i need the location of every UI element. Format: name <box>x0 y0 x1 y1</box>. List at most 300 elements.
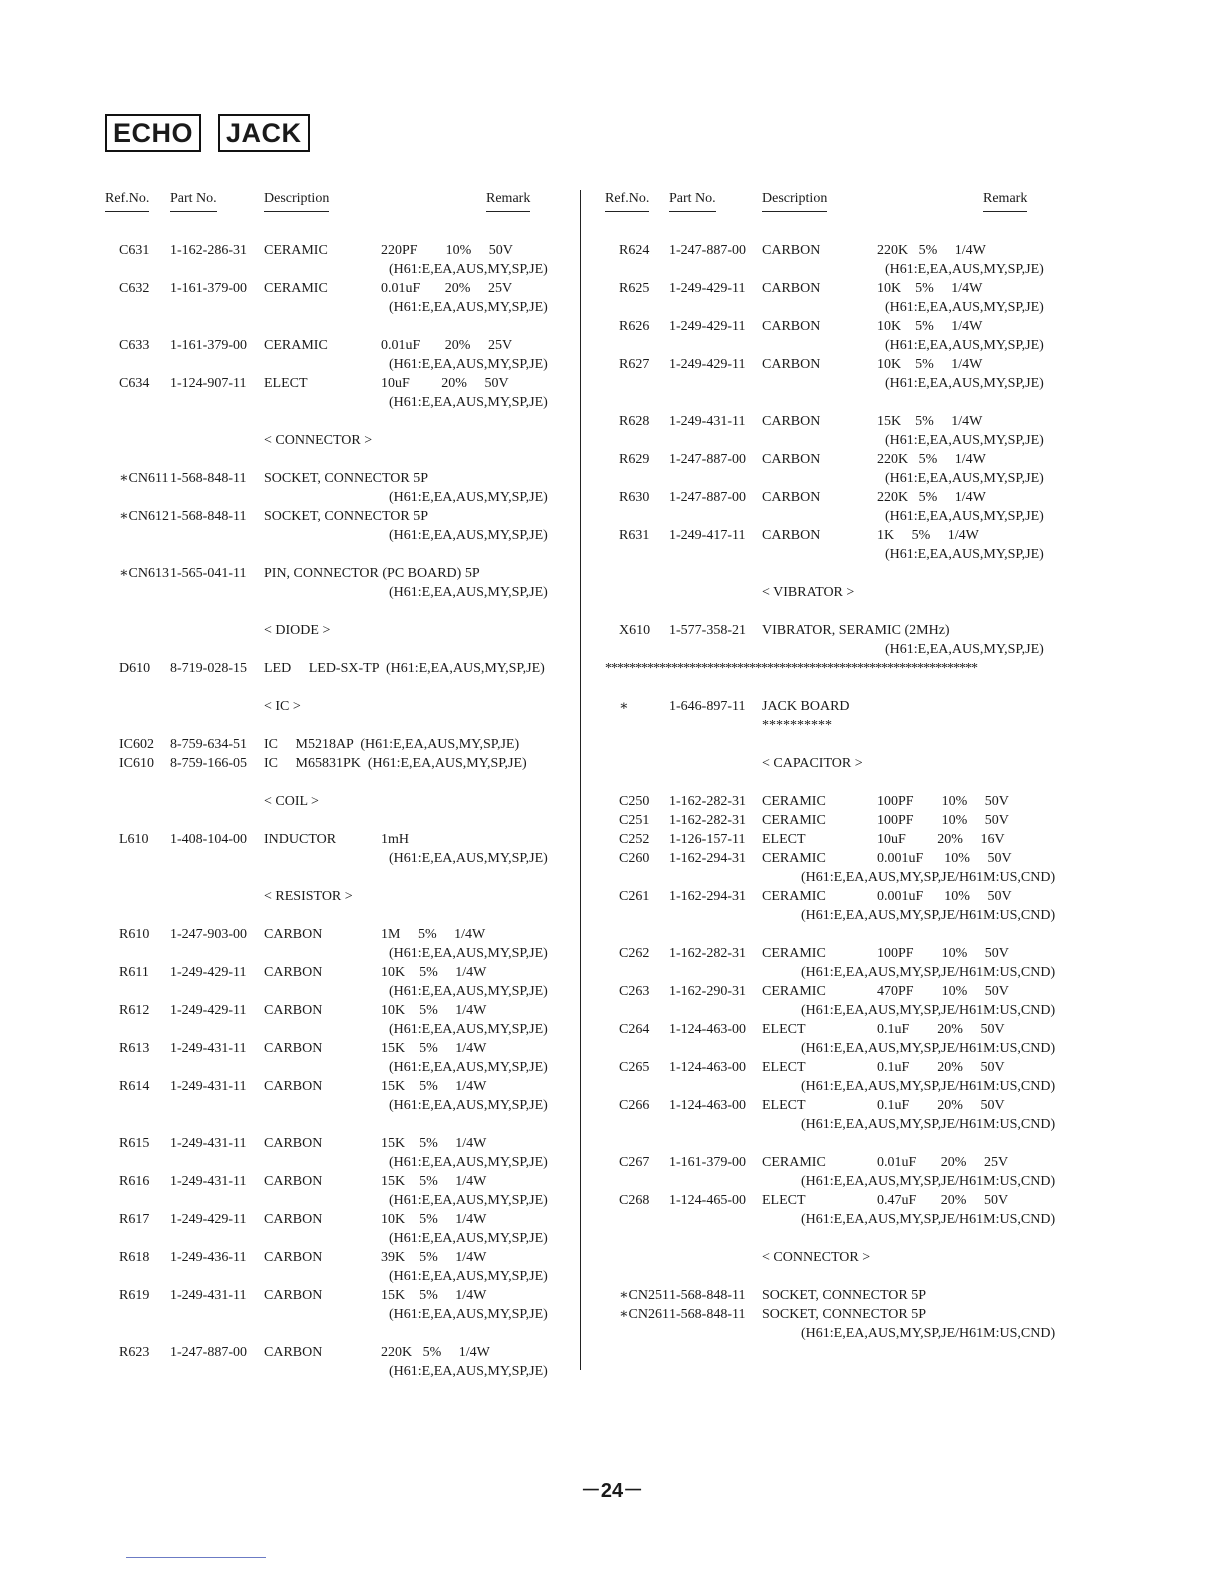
parts-row <box>105 1039 565 1058</box>
ref-no: C260 <box>619 851 650 866</box>
part-no: 1-162-286-31 <box>170 243 247 258</box>
header-remark: Remark <box>486 190 530 212</box>
ref-no: C252 <box>619 832 650 847</box>
spacer <box>605 925 1055 944</box>
description: INDUCTOR <box>264 832 337 847</box>
description: CARBON <box>762 319 821 334</box>
model-note: (H61:E,EA,AUS,MY,SP,JE) <box>389 300 548 315</box>
remark: 1mH <box>381 832 409 847</box>
spacer <box>105 811 565 830</box>
ref-no: C633 <box>119 338 150 353</box>
part-no: 1-249-431-11 <box>669 414 746 429</box>
section-heading: < RESISTOR > <box>264 889 353 904</box>
left-parts-column <box>105 190 565 1381</box>
part-no: 1-646-897-11 <box>669 699 746 714</box>
parts-row <box>605 849 1055 868</box>
remark: 220K 5% 1/4W <box>381 1345 490 1360</box>
remark: 15K 5% 1/4W <box>381 1136 487 1151</box>
part-no: 1-249-429-11 <box>669 281 746 296</box>
part-no: 1-162-294-31 <box>669 889 746 904</box>
description: CARBON <box>762 243 821 258</box>
remark: 10K 5% 1/4W <box>877 357 983 372</box>
remark: 1K 5% 1/4W <box>877 528 979 543</box>
part-no: 1-124-907-11 <box>170 376 247 391</box>
remark: 10K 5% 1/4W <box>381 1212 487 1227</box>
description: CARBON <box>762 452 821 467</box>
model-note: (H61:E,EA,AUS,MY,SP,JE) <box>389 1269 548 1284</box>
spacer <box>605 1229 1055 1248</box>
ref-no: ∗CN261 <box>619 1307 669 1322</box>
description: CARBON <box>762 528 821 543</box>
ref-no: R628 <box>619 414 650 429</box>
ref-no: R626 <box>619 319 650 334</box>
remark: 15K 5% 1/4W <box>381 1079 487 1094</box>
part-no: 1-162-282-31 <box>669 946 746 961</box>
ref-no: ∗ <box>619 699 629 714</box>
spacer <box>105 1115 565 1134</box>
ref-no: IC610 <box>119 756 154 771</box>
parts-row <box>605 811 1055 830</box>
model-note: (H61:E,EA,AUS,MY,SP,JE) <box>389 1155 548 1170</box>
spacer <box>605 602 1055 621</box>
parts-row <box>605 355 1055 374</box>
part-no: 1-249-431-11 <box>170 1041 247 1056</box>
model-note: (H61:E,EA,AUS,MY,SP,JE/H61M:US,CND) <box>801 1003 1056 1018</box>
description: CERAMIC <box>762 1155 826 1170</box>
model-note: (H61:E,EA,AUS,MY,SP,JE) <box>389 395 548 410</box>
header-description: Description <box>762 190 827 212</box>
part-no: 1-577-358-21 <box>669 623 746 638</box>
model-note: (H61:E,EA,AUS,MY,SP,JE) <box>389 1231 548 1246</box>
remark: 0.47uF 20% 50V <box>877 1193 1009 1208</box>
part-no: 1-249-429-11 <box>669 357 746 372</box>
ref-no: C265 <box>619 1060 650 1075</box>
ref-no: C632 <box>119 281 150 296</box>
parts-row <box>105 754 565 773</box>
remark: 100PF 10% 50V <box>877 794 1009 809</box>
part-no: 1-568-848-11 <box>170 471 247 486</box>
part-no: 1-249-436-11 <box>170 1250 247 1265</box>
parts-row <box>605 830 1055 849</box>
description: PIN, CONNECTOR (PC BOARD) 5P <box>264 566 480 581</box>
ref-no: R625 <box>619 281 650 296</box>
echo-header-box: ECHO <box>105 114 201 152</box>
description: SOCKET, CONNECTOR 5P <box>762 1307 927 1322</box>
part-no: 1-124-465-00 <box>669 1193 746 1208</box>
model-note: (H61:E,EA,AUS,MY,SP,JE) <box>389 1098 548 1113</box>
parts-row <box>105 925 565 944</box>
model-note: (H61:E,EA,AUS,MY,SP,JE/H61M:US,CND) <box>801 908 1056 923</box>
ref-no: X610 <box>619 623 651 638</box>
page-number: －24－ <box>580 1480 644 1502</box>
description: CARBON <box>762 414 821 429</box>
spacer <box>105 1324 565 1343</box>
model-note: (H61:E,EA,AUS,MY,SP,JE) <box>389 1022 548 1037</box>
ref-no: R630 <box>619 490 650 505</box>
part-no: 1-247-903-00 <box>170 927 247 942</box>
remark: 10K 5% 1/4W <box>381 1003 487 1018</box>
ref-no: R613 <box>119 1041 150 1056</box>
part-no: 1-162-294-31 <box>669 851 746 866</box>
remark: 0.1uF 20% 50V <box>877 1098 1005 1113</box>
ref-no: C250 <box>619 794 650 809</box>
ref-no: C262 <box>619 946 650 961</box>
description: CARBON <box>762 281 821 296</box>
ref-no: IC602 <box>119 737 154 752</box>
description: CERAMIC <box>762 984 826 999</box>
model-note: (H61:E,EA,AUS,MY,SP,JE) <box>885 338 1044 353</box>
parts-row <box>105 564 565 583</box>
part-no: 1-568-848-11 <box>170 509 247 524</box>
description: CERAMIC <box>264 281 328 296</box>
spacer <box>105 640 565 659</box>
part-no: 8-719-028-15 <box>170 661 247 676</box>
ref-no: R631 <box>619 528 650 543</box>
column-divider <box>580 190 581 1370</box>
remark: 10uF 20% 16V <box>877 832 1005 847</box>
part-no: 8-759-634-51 <box>170 737 247 752</box>
parts-row <box>605 1096 1055 1115</box>
model-note: (H61:E,EA,AUS,MY,SP,JE/H61M:US,CND) <box>801 1212 1056 1227</box>
parts-row <box>105 1210 565 1229</box>
remark: 0.01uF 20% 25V <box>381 338 513 353</box>
model-note: (H61:E,EA,AUS,MY,SP,JE) <box>389 585 548 600</box>
spacer <box>105 450 565 469</box>
part-no: 1-249-431-11 <box>170 1079 247 1094</box>
description: CARBON <box>264 1174 323 1189</box>
parts-row <box>605 1305 1055 1324</box>
description: CERAMIC <box>762 851 826 866</box>
parts-row <box>105 1172 565 1191</box>
model-note: (H61:E,EA,AUS,MY,SP,JE/H61M:US,CND) <box>801 1174 1056 1189</box>
section-heading: < DIODE > <box>264 623 331 638</box>
description: JACK BOARD <box>762 699 850 714</box>
spacer <box>605 773 1055 792</box>
description: CARBON <box>762 490 821 505</box>
ref-no: ∗CN612 <box>119 509 169 524</box>
footer-rule <box>126 1557 266 1558</box>
section-heading: < CONNECTOR > <box>762 1250 871 1265</box>
model-note: (H61:E,EA,AUS,MY,SP,JE) <box>389 357 548 372</box>
parts-row <box>105 1248 565 1267</box>
model-note: (H61:E,EA,AUS,MY,SP,JE) <box>389 946 548 961</box>
spacer <box>105 868 565 887</box>
remark: 100PF 10% 50V <box>877 813 1009 828</box>
remark: 10K 5% 1/4W <box>877 319 983 334</box>
parts-row <box>105 469 565 488</box>
part-no: 8-759-166-05 <box>170 756 247 771</box>
model-note: (H61:E,EA,AUS,MY,SP,JE) <box>885 642 1044 657</box>
description: CARBON <box>264 1212 323 1227</box>
remark: 0.1uF 20% 50V <box>877 1022 1005 1037</box>
part-no: 1-162-282-31 <box>669 794 746 809</box>
section-heading: < CONNECTOR > <box>264 433 373 448</box>
remark: 10K 5% 1/4W <box>877 281 983 296</box>
remark: 220K 5% 1/4W <box>877 243 986 258</box>
remark: 1M 5% 1/4W <box>381 927 486 942</box>
column-header <box>105 190 565 222</box>
spacer <box>605 735 1055 754</box>
column-header <box>605 190 1055 222</box>
spacer <box>105 412 565 431</box>
remark: 15K 5% 1/4W <box>381 1041 487 1056</box>
part-no: 1-124-463-00 <box>669 1022 746 1037</box>
parts-row <box>605 317 1055 336</box>
description: SOCKET, CONNECTOR 5P <box>264 509 429 524</box>
parts-row <box>605 526 1055 545</box>
parts-row <box>605 1058 1055 1077</box>
parts-row <box>105 1001 565 1020</box>
part-no: 1-408-104-00 <box>170 832 247 847</box>
parts-row <box>605 792 1055 811</box>
part-no: 1-249-431-11 <box>170 1174 247 1189</box>
remark: 220K 5% 1/4W <box>877 452 986 467</box>
description: CERAMIC <box>264 338 328 353</box>
ref-no: R623 <box>119 1345 150 1360</box>
header-remark: Remark <box>983 190 1027 212</box>
part-no: 1-161-379-00 <box>170 338 247 353</box>
ref-no: C263 <box>619 984 650 999</box>
remark: 100PF 10% 50V <box>877 946 1009 961</box>
ref-no: C251 <box>619 813 650 828</box>
model-note: (H61:E,EA,AUS,MY,SP,JE) <box>885 471 1044 486</box>
remark: 39K 5% 1/4W <box>381 1250 487 1265</box>
spacer <box>605 222 1055 241</box>
spacer <box>105 716 565 735</box>
parts-row <box>605 412 1055 431</box>
model-note: (H61:E,EA,AUS,MY,SP,JE) <box>885 300 1044 315</box>
model-note: (H61:E,EA,AUS,MY,SP,JE/H61M:US,CND) <box>801 1117 1056 1132</box>
description: ELECT <box>762 832 806 847</box>
description: VIBRATOR, SERAMIC (2MHz) <box>762 623 950 638</box>
description: CARBON <box>264 1345 323 1360</box>
description: CARBON <box>264 1003 323 1018</box>
model-note: (H61:E,EA,AUS,MY,SP,JE) <box>389 528 548 543</box>
parts-row <box>105 735 565 754</box>
spacer <box>605 564 1055 583</box>
description: ELECT <box>762 1022 806 1037</box>
spacer <box>605 393 1055 412</box>
model-note: (H61:E,EA,AUS,MY,SP,JE) <box>885 376 1044 391</box>
model-note: (H61:E,EA,AUS,MY,SP,JE/H61M:US,CND) <box>801 1079 1056 1094</box>
part-no: 1-568-848-11 <box>669 1288 746 1303</box>
parts-row <box>605 241 1055 260</box>
section-heading: < IC > <box>264 699 301 714</box>
remark: 15K 5% 1/4W <box>877 414 983 429</box>
description: ELECT <box>264 376 308 391</box>
parts-row <box>605 1153 1055 1172</box>
part-no: 1-162-282-31 <box>669 813 746 828</box>
ref-no: R614 <box>119 1079 150 1094</box>
parts-row <box>605 1020 1055 1039</box>
spacer <box>605 678 1055 697</box>
ref-no: R629 <box>619 452 650 467</box>
description: CERAMIC <box>762 813 826 828</box>
ref-no: R617 <box>119 1212 150 1227</box>
model-note: (H61:E,EA,AUS,MY,SP,JE) <box>389 490 548 505</box>
parts-row <box>605 279 1055 298</box>
part-no: 1-124-463-00 <box>669 1098 746 1113</box>
section-headers <box>105 114 310 152</box>
part-no: 1-247-887-00 <box>170 1345 247 1360</box>
header-description: Description <box>264 190 329 212</box>
ref-no: R610 <box>119 927 150 942</box>
ref-no: R619 <box>119 1288 150 1303</box>
description: CARBON <box>264 927 323 942</box>
right-parts-column <box>605 190 1055 1343</box>
remark: 10K 5% 1/4W <box>381 965 487 980</box>
spacer <box>105 222 565 241</box>
remark: 0.01uF 20% 25V <box>381 281 513 296</box>
description: ELECT <box>762 1193 806 1208</box>
section-heading: < VIBRATOR > <box>762 585 855 600</box>
part-no: 1-249-429-11 <box>170 965 247 980</box>
model-note: (H61:E,EA,AUS,MY,SP,JE) <box>885 509 1044 524</box>
description: SOCKET, CONNECTOR 5P <box>264 471 429 486</box>
description: CARBON <box>264 1250 323 1265</box>
part-no: 1-247-887-00 <box>669 243 746 258</box>
part-no: 1-124-463-00 <box>669 1060 746 1075</box>
spacer <box>105 545 565 564</box>
parts-row <box>105 963 565 982</box>
ref-no: C264 <box>619 1022 650 1037</box>
model-note: (H61:E,EA,AUS,MY,SP,JE) <box>389 1364 548 1379</box>
ref-no: R611 <box>119 965 149 980</box>
part-no: 1-162-290-31 <box>669 984 746 999</box>
model-note: (H61:E,EA,AUS,MY,SP,JE/H61M:US,CND) <box>801 965 1056 980</box>
ref-no: C261 <box>619 889 650 904</box>
part-no: 1-161-379-00 <box>170 281 247 296</box>
jack-header-box: JACK <box>218 114 310 152</box>
description: ELECT <box>762 1098 806 1113</box>
parts-row <box>605 450 1055 469</box>
description: ELECT <box>762 1060 806 1075</box>
model-note: (H61:E,EA,AUS,MY,SP,JE/H61M:US,CND) <box>801 1041 1056 1056</box>
model-note: (H61:E,EA,AUS,MY,SP,JE) <box>389 1307 548 1322</box>
parts-row <box>105 336 565 355</box>
remark: 0.001uF 10% 50V <box>877 889 1012 904</box>
part-no: 1-126-157-11 <box>669 832 746 847</box>
part-no: 1-249-417-11 <box>669 528 746 543</box>
description: SOCKET, CONNECTOR 5P <box>762 1288 927 1303</box>
part-no: 1-249-431-11 <box>170 1288 247 1303</box>
section-heading: < CAPACITOR > <box>762 756 863 771</box>
parts-row <box>105 659 565 678</box>
ref-no: C267 <box>619 1155 650 1170</box>
description: LED LED-SX-TP (H61:E,EA,AUS,MY,SP,JE) <box>264 661 545 676</box>
section-heading: < COIL > <box>264 794 319 809</box>
star-separator: ************************************************************** <box>605 661 977 676</box>
header-part-no: Part No. <box>669 190 716 212</box>
remark: 15K 5% 1/4W <box>381 1288 487 1303</box>
description: IC M65831PK (H61:E,EA,AUS,MY,SP,JE) <box>264 756 527 771</box>
parts-row <box>605 1191 1055 1210</box>
model-note: (H61:E,EA,AUS,MY,SP,JE) <box>389 851 548 866</box>
ref-no: C631 <box>119 243 150 258</box>
board-underline-stars: ********** <box>762 718 832 733</box>
model-note: (H61:E,EA,AUS,MY,SP,JE) <box>389 1193 548 1208</box>
ref-no: D610 <box>119 661 151 676</box>
header-ref-no: Ref.No. <box>605 190 649 212</box>
ref-no: R627 <box>619 357 650 372</box>
spacer <box>105 773 565 792</box>
description: CARBON <box>264 1041 323 1056</box>
description: CARBON <box>264 1288 323 1303</box>
model-note: (H61:E,EA,AUS,MY,SP,JE) <box>389 1060 548 1075</box>
parts-row <box>605 488 1055 507</box>
model-note: (H61:E,EA,AUS,MY,SP,JE) <box>885 547 1044 562</box>
ref-no: C268 <box>619 1193 650 1208</box>
model-note: (H61:E,EA,AUS,MY,SP,JE) <box>885 433 1044 448</box>
part-no: 1-247-887-00 <box>669 452 746 467</box>
parts-row <box>105 507 565 526</box>
part-no: 1-568-848-11 <box>669 1307 746 1322</box>
parts-row <box>605 621 1055 640</box>
part-no: 1-249-429-11 <box>170 1212 247 1227</box>
parts-row <box>605 944 1055 963</box>
description: CARBON <box>264 1079 323 1094</box>
remark: 10uF 20% 50V <box>381 376 509 391</box>
ref-no: R615 <box>119 1136 150 1151</box>
ref-no: R612 <box>119 1003 150 1018</box>
parts-row <box>105 1134 565 1153</box>
part-no: 1-161-379-00 <box>669 1155 746 1170</box>
description: CARBON <box>762 357 821 372</box>
description: CERAMIC <box>762 889 826 904</box>
header-part-no: Part No. <box>170 190 217 212</box>
parts-row <box>105 279 565 298</box>
parts-row <box>605 697 1055 716</box>
remark: 220PF 10% 50V <box>381 243 513 258</box>
spacer <box>605 1267 1055 1286</box>
description: CARBON <box>264 965 323 980</box>
parts-row <box>105 1286 565 1305</box>
remark: 220K 5% 1/4W <box>877 490 986 505</box>
description: CERAMIC <box>762 946 826 961</box>
remark: 0.001uF 10% 50V <box>877 851 1012 866</box>
remark: 0.1uF 20% 50V <box>877 1060 1005 1075</box>
description: IC M5218AP (H61:E,EA,AUS,MY,SP,JE) <box>264 737 520 752</box>
parts-row <box>605 982 1055 1001</box>
ref-no: R616 <box>119 1174 150 1189</box>
parts-row <box>605 887 1055 906</box>
ref-no: R624 <box>619 243 650 258</box>
ref-no: ∗CN611 <box>119 471 169 486</box>
model-note: (H61:E,EA,AUS,MY,SP,JE/H61M:US,CND) <box>801 870 1056 885</box>
spacer <box>105 602 565 621</box>
description: CARBON <box>264 1136 323 1151</box>
header-ref-no: Ref.No. <box>105 190 149 212</box>
description: CERAMIC <box>762 794 826 809</box>
parts-row <box>105 374 565 393</box>
ref-no: C266 <box>619 1098 650 1113</box>
parts-row <box>105 1343 565 1362</box>
part-no: 1-249-429-11 <box>669 319 746 334</box>
spacer <box>605 1134 1055 1153</box>
parts-row <box>105 241 565 260</box>
ref-no: R618 <box>119 1250 150 1265</box>
parts-row <box>105 1077 565 1096</box>
model-note: (H61:E,EA,AUS,MY,SP,JE) <box>389 984 548 999</box>
spacer <box>105 678 565 697</box>
part-no: 1-249-431-11 <box>170 1136 247 1151</box>
part-no: 1-247-887-00 <box>669 490 746 505</box>
remark: 470PF 10% 50V <box>877 984 1009 999</box>
ref-no: C634 <box>119 376 150 391</box>
ref-no: ∗CN251 <box>619 1288 669 1303</box>
part-no: 1-249-429-11 <box>170 1003 247 1018</box>
parts-row <box>605 1286 1055 1305</box>
